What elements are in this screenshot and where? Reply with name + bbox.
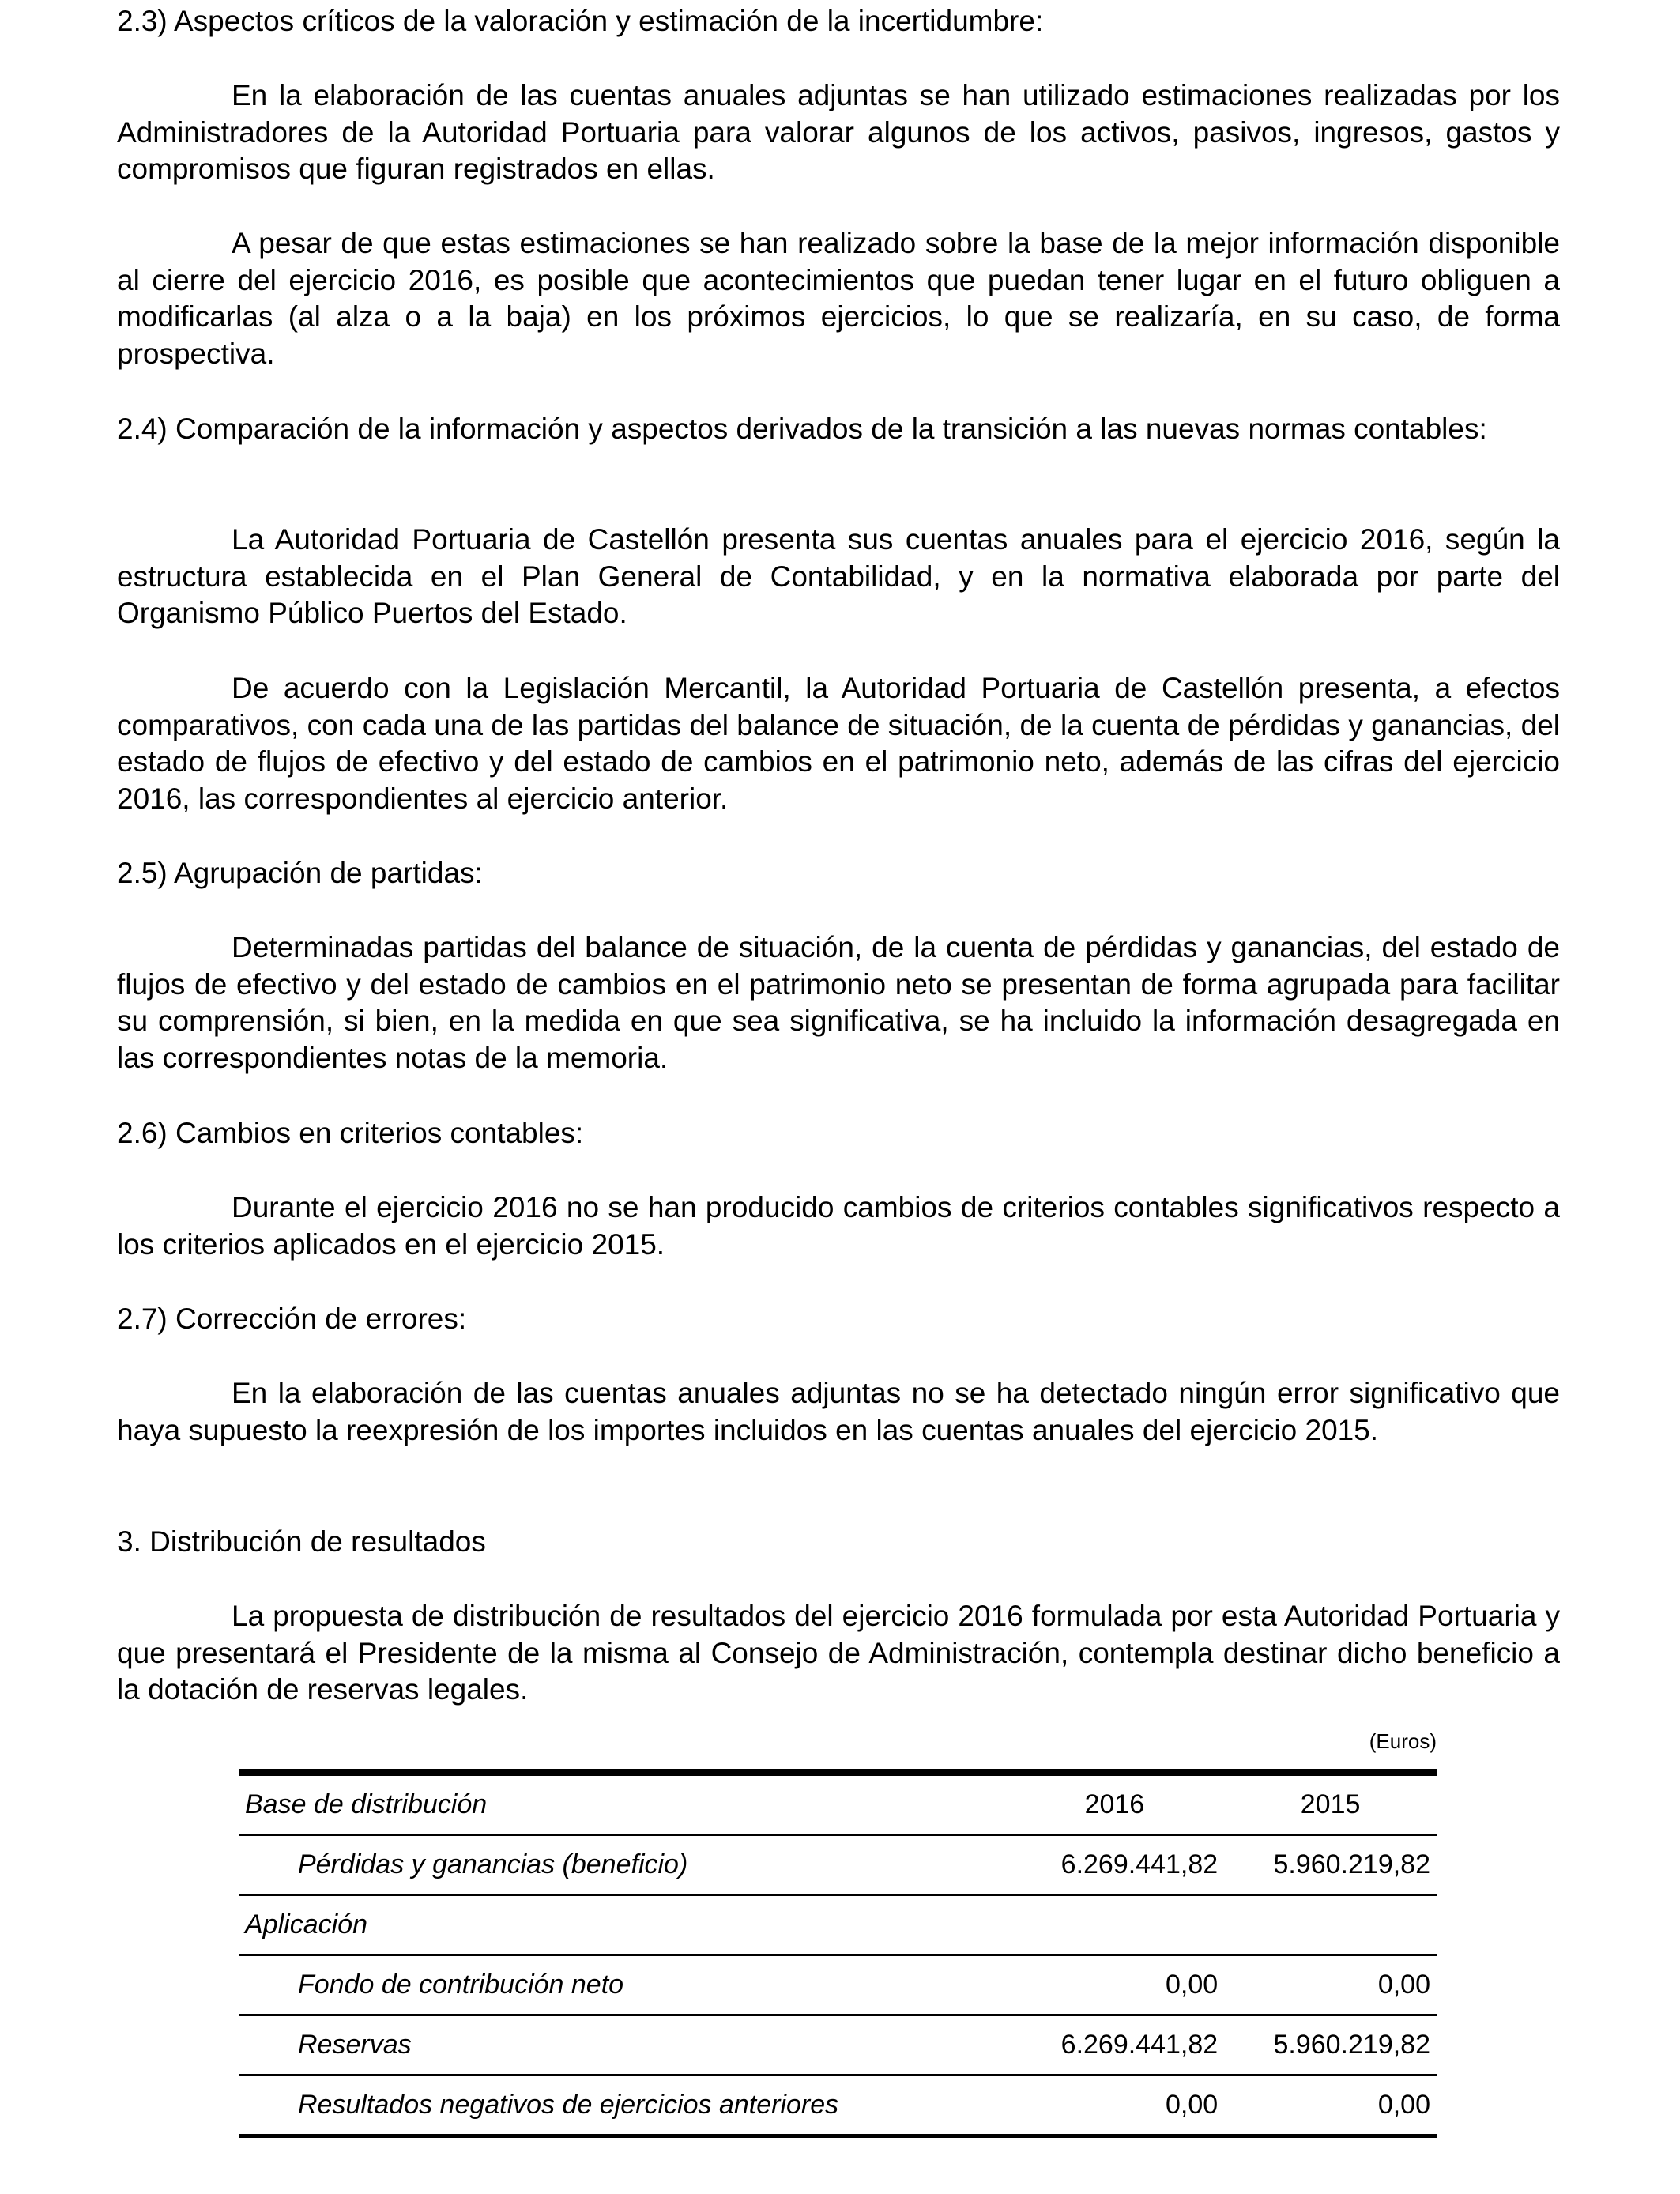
header-year-2016: 2016	[1005, 1773, 1225, 1835]
row-value-2016: 6.269.441,82	[1005, 1835, 1225, 1895]
paragraph-3-a: La propuesta de distribución de resultados del ejercicio 2016 formulada por esta Autoridad Portuaria y que presentará el Presidente de la misma al Consejo de Administración, contempla destinar dicho beneficio a la dotación de reservas legales.	[117, 1600, 1560, 1706]
section-heading-2-7: 2.7) Corrección de errores:	[117, 1302, 467, 1335]
table-row	[239, 2015, 1437, 2075]
section-heading-2-6: 2.6) Cambios en criterios contables:	[117, 1117, 584, 1149]
row-value-2016	[1005, 1895, 1225, 1955]
paragraph-2-7-a: En la elaboración de las cuentas anuales adjuntas no se ha detectado ningún error significativo que haya supuesto la reexpresión de los importes incluidos en las cuentas anuales del ejercicio 2015.	[117, 1377, 1560, 1446]
row-label: Fondo de contribución neto	[239, 1955, 1005, 2015]
paragraph-2-5-a: Determinadas partidas del balance de situación, de la cuenta de pérdidas y ganancias, del estado de flujos de efectivo y del estado de cambios en el patrimonio neto se presentan de forma agrupada para facilitar su comprensión, si bien, en la medida en que sea significativa, se ha incluido la información desagregada en las correspondientes notas de la memoria.	[117, 931, 1560, 1074]
table-row	[239, 1835, 1437, 1895]
table-header-row	[239, 1773, 1437, 1835]
row-value-2016: 6.269.441,82	[1005, 2015, 1225, 2075]
row-label: Aplicación	[239, 1895, 1005, 1955]
row-value-2015: 5.960.219,82	[1224, 2015, 1437, 2075]
row-value-2015: 0,00	[1224, 2075, 1437, 2136]
row-value-2015: 5.960.219,82	[1224, 1835, 1437, 1895]
row-label: Reservas	[239, 2015, 1005, 2075]
paragraph-2-4-a: La Autoridad Portuaria de Castellón presenta sus cuentas anuales para el ejercicio 2016, según la estructura establecida en el Plan General de Contabilidad, y en la normativa elaborada por parte del Organismo Público Puertos del Estado.	[117, 523, 1560, 629]
row-value-2015	[1224, 1895, 1437, 1955]
currency-unit-label: (Euros)	[1369, 1729, 1437, 1753]
distribution-table	[239, 1769, 1437, 2138]
paragraph-2-3-a: En la elaboración de las cuentas anuales adjuntas se han utilizado estimaciones realizadas por los Administradores de la Autoridad Portuaria para valorar algunos de los activos, pasivos, ingresos, gastos y compromisos que figuran registrados en ellas.	[117, 79, 1560, 185]
row-value-2016: 0,00	[1005, 1955, 1225, 2015]
section-heading-2-5: 2.5) Agrupación de partidas:	[117, 857, 483, 889]
section-heading-2-3: 2.3) Aspectos críticos de la valoración y estimación de la incertidumbre:	[117, 5, 1044, 37]
header-year-2015: 2015	[1224, 1773, 1437, 1835]
row-value-2016: 0,00	[1005, 2075, 1225, 2136]
row-label: Resultados negativos de ejercicios anteriores	[239, 2075, 1005, 2136]
paragraph-2-4-b: De acuerdo con la Legislación Mercantil, la Autoridad Portuaria de Castellón presenta, a efectos comparativos, con cada una de las partidas del balance de situación, de la cuenta de pérdidas y ganancias, del estado de flujos de efectivo y del estado de cambios en el patrimonio neto, además de las cifras del ejercicio 2016, las correspondientes al ejercicio anterior.	[117, 672, 1560, 815]
table-row	[239, 1955, 1437, 2015]
section-heading-3: 3. Distribución de resultados	[117, 1525, 486, 1558]
paragraph-2-3-b: A pesar de que estas estimaciones se han realizado sobre la base de la mejor información disponible al cierre del ejercicio 2016, es posible que acontecimientos que puedan tener lugar en el futuro obliguen a modificarlas (al alza o a la baja) en los próximos ejercicios, lo que se realizaría, en su caso, de forma prospectiva.	[117, 227, 1560, 370]
paragraph-2-6-a: Durante el ejercicio 2016 no se han producido cambios de criterios contables significativos respecto a los criterios aplicados en el ejercicio 2015.	[117, 1191, 1560, 1261]
header-label: Base de distribución	[239, 1773, 1005, 1835]
row-value-2015: 0,00	[1224, 1955, 1437, 2015]
row-label: Pérdidas y ganancias (beneficio)	[239, 1835, 1005, 1895]
table-row	[239, 1895, 1437, 1955]
table-row	[239, 2075, 1437, 2136]
section-heading-2-4: 2.4) Comparación de la información y aspectos derivados de la transición a las nuevas normas contables:	[117, 413, 1487, 445]
